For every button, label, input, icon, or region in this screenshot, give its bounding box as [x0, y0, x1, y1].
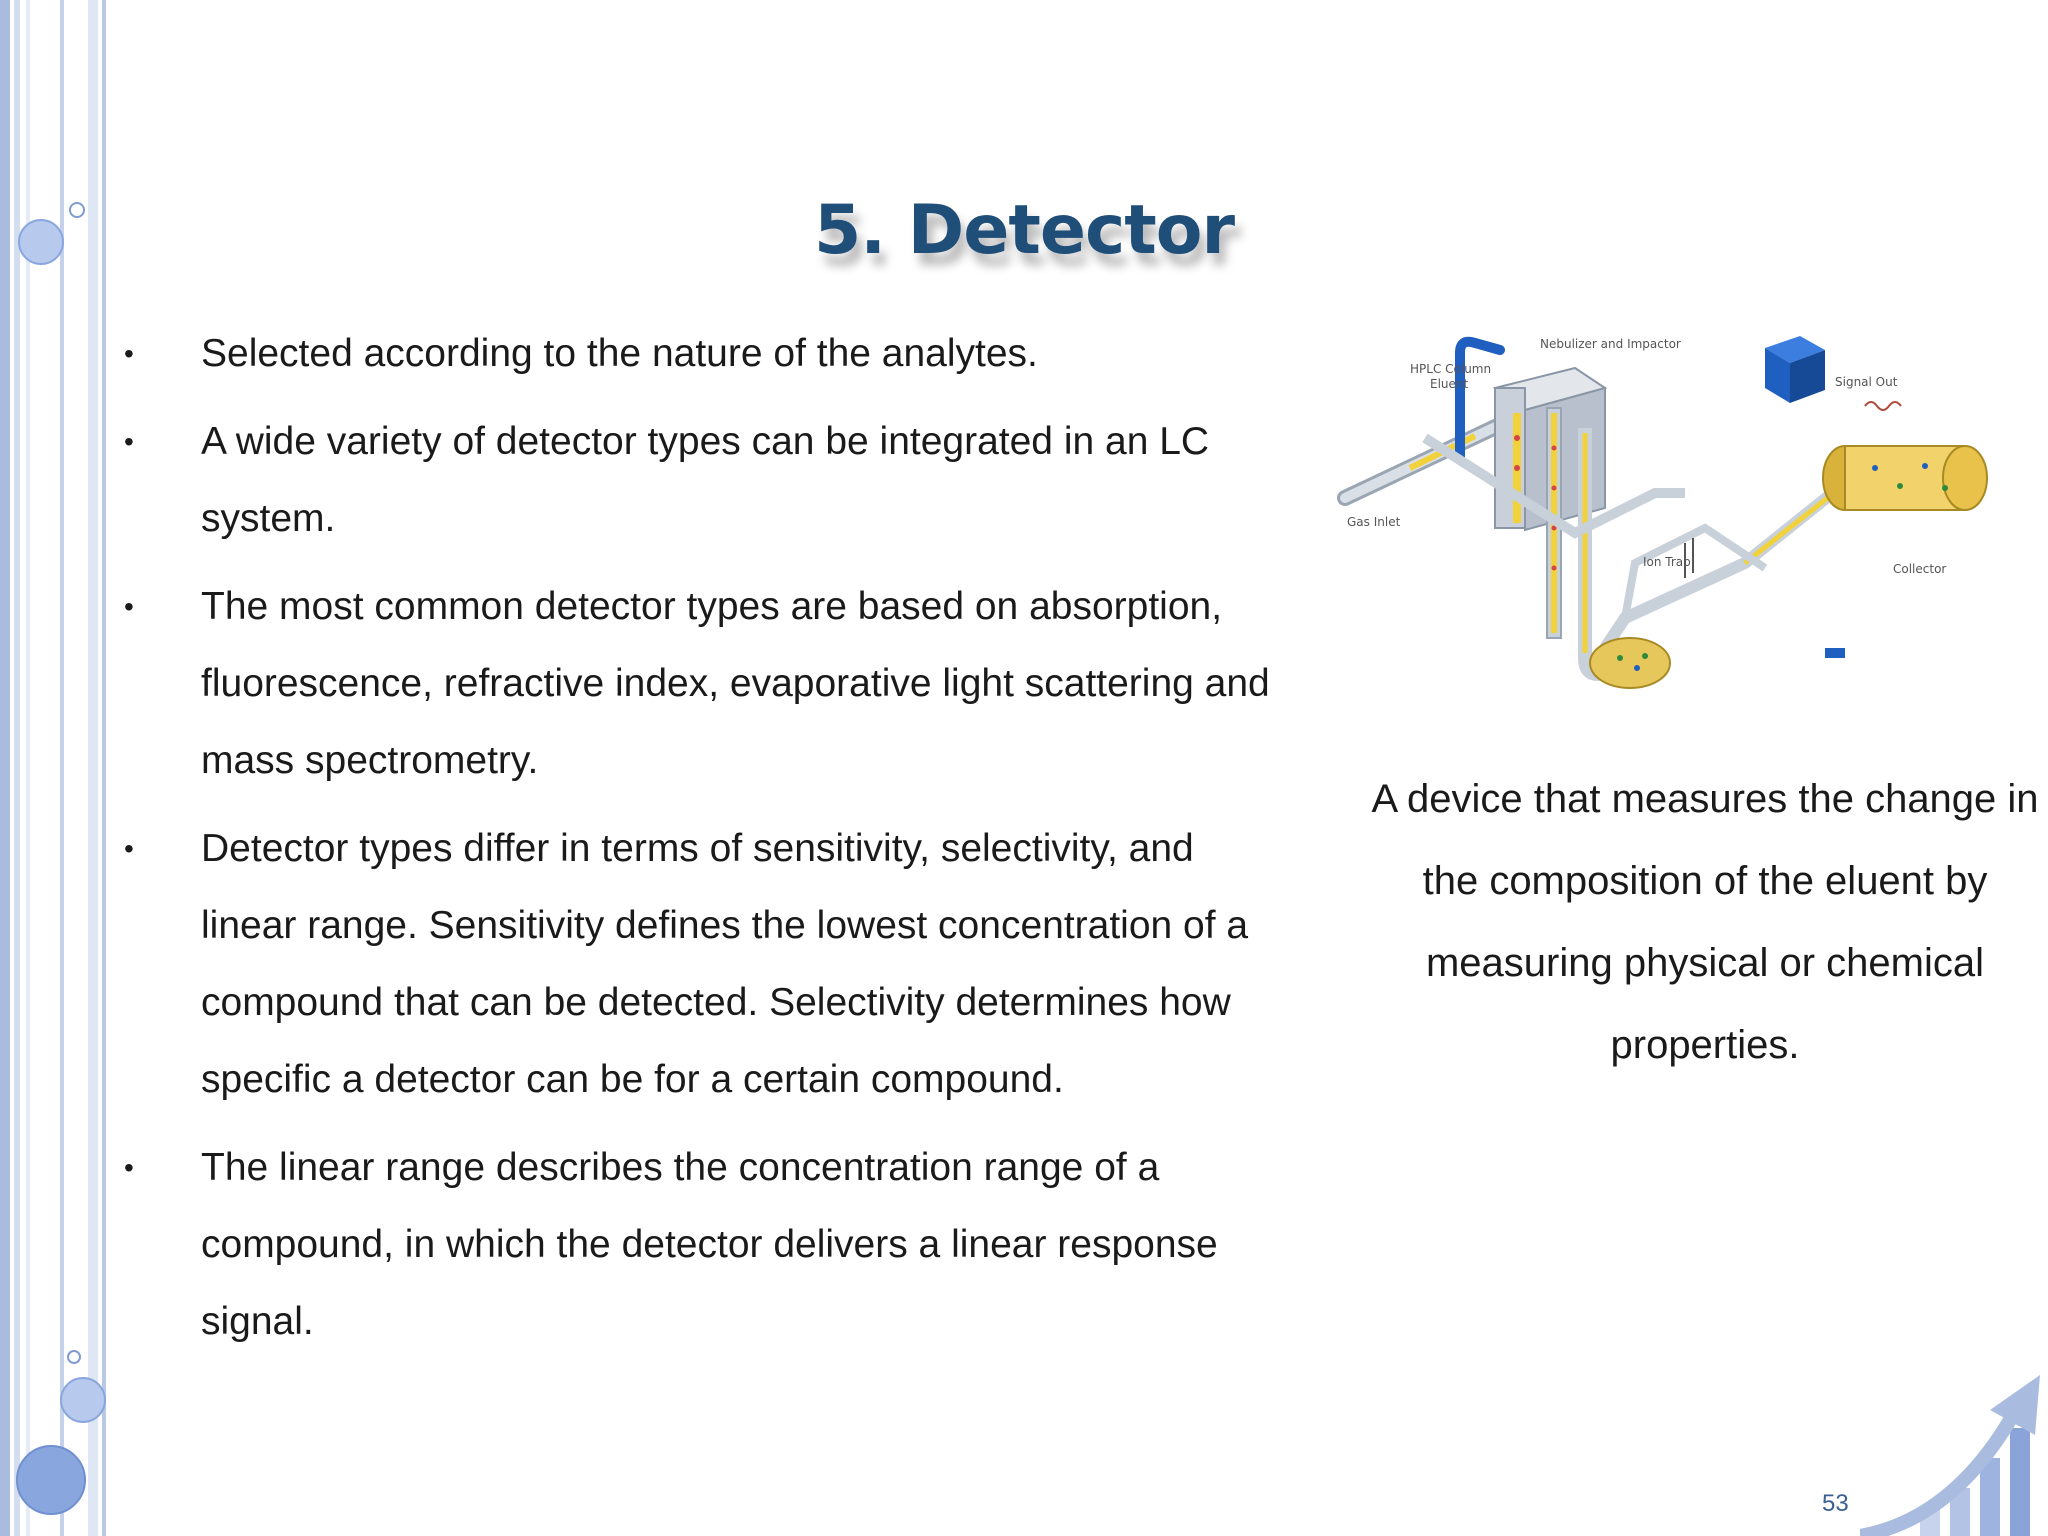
- slide-title: 5. Detector: [813, 190, 1235, 270]
- detector-diagram: [1325, 318, 2025, 718]
- growth-chart-icon: [1860, 1370, 2048, 1536]
- label-ion-trap: Ion Trap: [1643, 555, 1691, 569]
- bullet-dot-icon: •: [124, 426, 134, 457]
- bullet-text: The linear range describes the concentration range of a compound, in which the detector delivers a linear response signal.: [201, 1146, 1218, 1343]
- label-hplc-column: HPLC Column: [1410, 362, 1492, 376]
- label-gas-inlet: Gas Inlet: [1347, 515, 1401, 529]
- label-signal-out: Signal Out: [1835, 375, 1898, 389]
- bullet-text: A wide variety of detector types can be integrated in an LC system.: [201, 420, 1210, 540]
- label-eluent: Eluent: [1430, 377, 1469, 391]
- bullet-dot-icon: •: [124, 591, 134, 622]
- bullet-item: [118, 403, 1298, 557]
- bullet-dot-icon: •: [124, 1152, 134, 1183]
- bullet-item: [118, 810, 1298, 1118]
- bullet-list: [118, 315, 1298, 1371]
- bullet-item: [118, 1129, 1298, 1360]
- bullet-dot-icon: •: [124, 833, 134, 864]
- bullet-text: Detector types differ in terms of sensitivity, selectivity, and linear range. Sensitivity defines the lowest concentration of a compound that can be detected. Selectivity determines how specific a detector can be for a certain compound.: [201, 827, 1249, 1101]
- bullet-dot-icon: •: [124, 338, 134, 369]
- bullet-text: The most common detector types are based on absorption, fluorescence, refractive index, evaporative light scattering and mass spectrometry.: [201, 585, 1270, 782]
- bullet-text: Selected according to the nature of the analytes.: [201, 332, 1038, 375]
- diagram-caption: A device that measures the change in the composition of the eluent by measuring physical or chemical properties.: [1371, 777, 2039, 1067]
- label-nebulizer: Nebulizer and Impactor: [1540, 337, 1681, 351]
- bullet-item: [118, 315, 1298, 392]
- bullet-item: [118, 568, 1298, 799]
- page-number: 53: [1822, 1490, 1849, 1517]
- label-collector: Collector: [1893, 562, 1947, 576]
